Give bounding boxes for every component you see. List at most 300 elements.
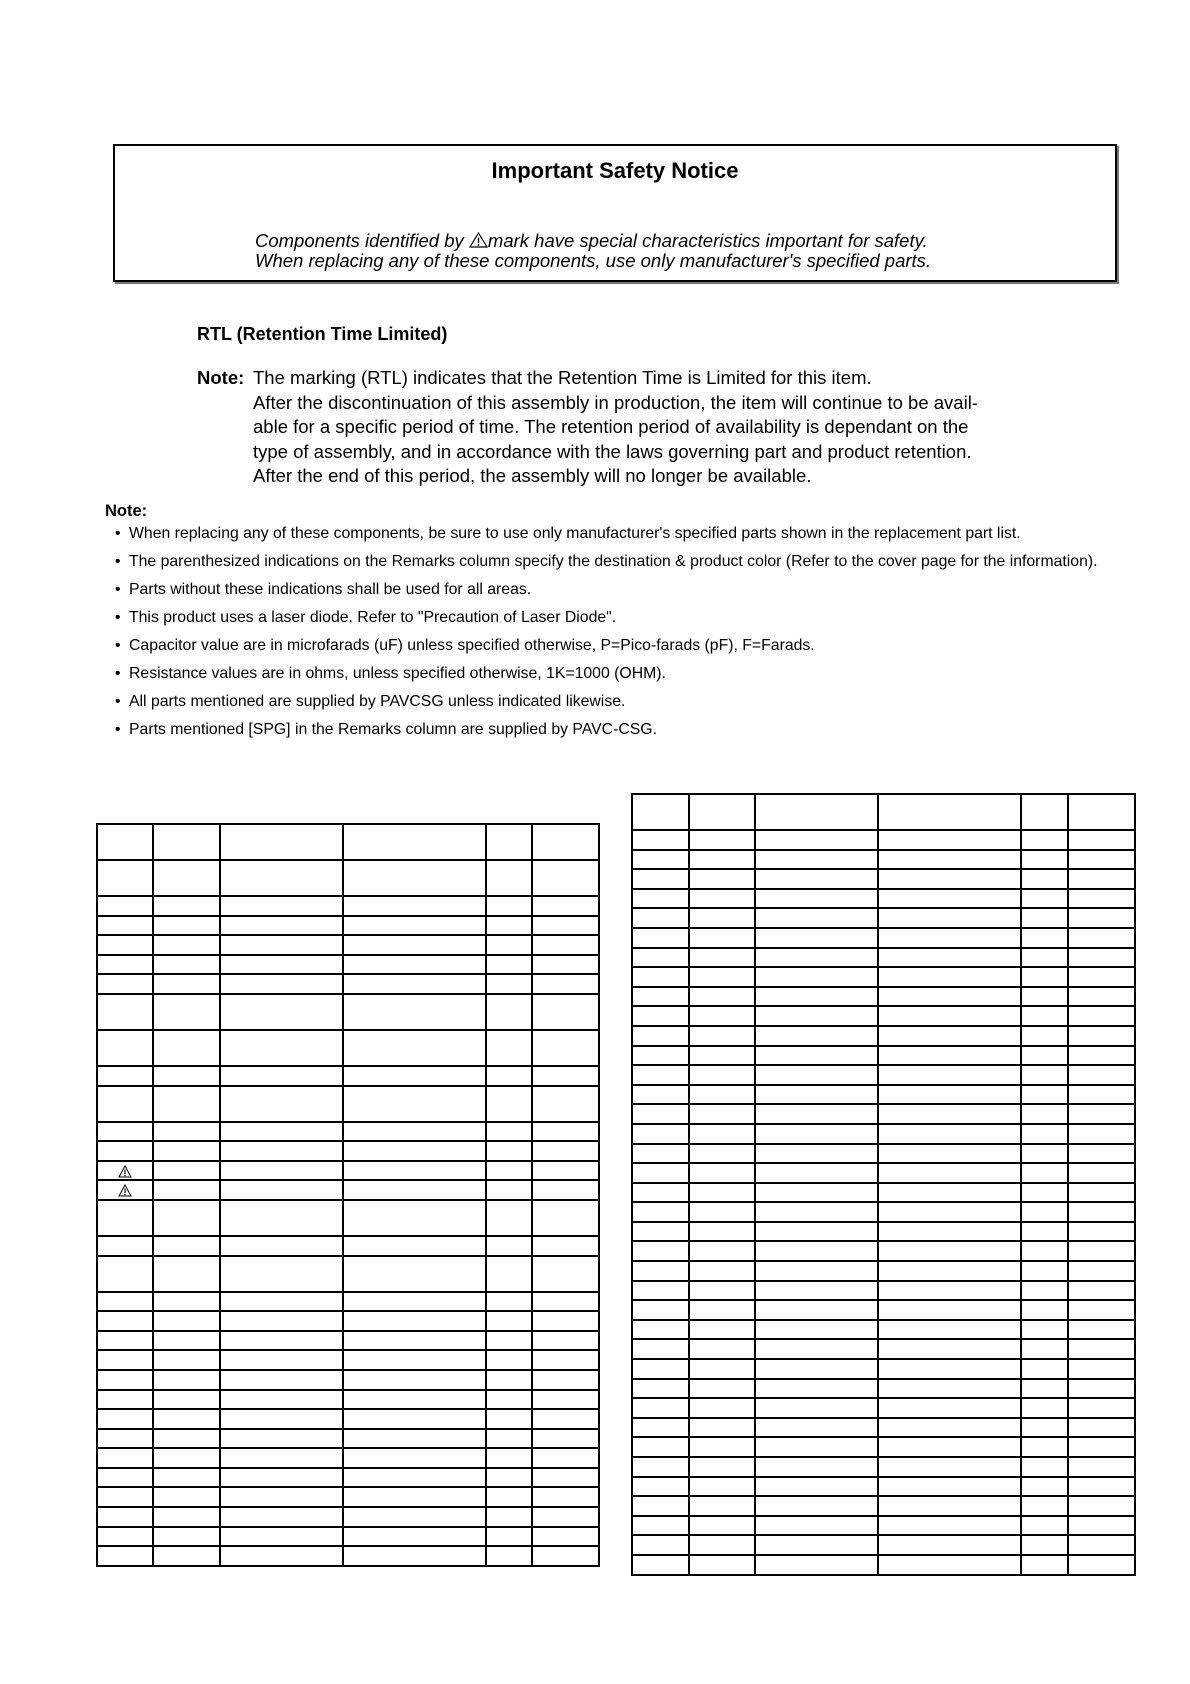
table-cell (486, 1311, 532, 1331)
table-cell (632, 1535, 689, 1555)
table-cell (878, 1006, 1021, 1026)
table-cell (97, 1292, 153, 1312)
table-cell (755, 908, 878, 928)
table-cell (97, 1370, 153, 1390)
notes-section (105, 502, 1135, 748)
table-row (632, 1144, 1135, 1164)
table-cell (755, 1339, 878, 1359)
table-cell (220, 1429, 343, 1449)
table-cell (343, 974, 486, 994)
table-cell (532, 1468, 599, 1488)
table-cell (1021, 1065, 1068, 1085)
table-cell (1068, 1085, 1135, 1105)
note-item: • When replacing any of these components, be sure to use only manufacturer's specified parts shown in the replacement part list. (105, 524, 1135, 545)
table-cell (532, 1122, 599, 1142)
table-cell (343, 1180, 486, 1200)
table-cell (1021, 1359, 1068, 1379)
table-cell (486, 1066, 532, 1086)
note-item: • Resistance values are in ohms, unless specified otherwise, 1K=1000 (OHM). (105, 664, 1135, 685)
table-cell (632, 830, 689, 850)
table-cell (97, 1122, 153, 1142)
table-cell (1021, 948, 1068, 968)
table-cell (97, 1161, 153, 1181)
rtl-note-line: able for a specific period of time. The retention period of availability is dependant on the (253, 416, 969, 437)
table-cell (755, 869, 878, 889)
table-cell (878, 948, 1021, 968)
table-cell (153, 1161, 220, 1181)
table-row (97, 1180, 599, 1200)
table-row (632, 1535, 1135, 1555)
table-cell (532, 1370, 599, 1390)
table-cell (343, 1429, 486, 1449)
table-cell (878, 1124, 1021, 1144)
table-cell (486, 1429, 532, 1449)
table-cell (632, 1104, 689, 1124)
table-cell (1068, 1555, 1135, 1575)
table-cell (878, 1202, 1021, 1222)
table-row (632, 1379, 1135, 1399)
table-cell (153, 1180, 220, 1200)
note-item: • Capacitor value are in microfarads (uF) unless specified otherwise, P=Pico-farads (pF), F=Farads. (105, 636, 1135, 657)
table-row (97, 1507, 599, 1527)
table-cell (486, 994, 532, 1030)
table-cell (532, 1390, 599, 1410)
table-cell (689, 1535, 755, 1555)
table-cell (632, 869, 689, 889)
table-cell (220, 1546, 343, 1566)
table-cell (486, 896, 532, 916)
table-cell (97, 1468, 153, 1488)
table-cell (632, 1281, 689, 1301)
table-cell (1068, 1457, 1135, 1477)
table-cell (532, 1448, 599, 1468)
table-cell (1021, 1516, 1068, 1536)
table-row (632, 1437, 1135, 1457)
table-cell (486, 1527, 532, 1547)
table-cell (532, 1180, 599, 1200)
table-cell (632, 1183, 689, 1203)
table-cell (343, 860, 486, 896)
table-cell (689, 908, 755, 928)
table-cell (755, 1516, 878, 1536)
table-cell (1021, 889, 1068, 909)
table-cell (689, 928, 755, 948)
table-cell (689, 1379, 755, 1399)
table-cell (343, 1161, 486, 1181)
table-cell (632, 1477, 689, 1497)
table-cell (220, 1311, 343, 1331)
table-cell (220, 1180, 343, 1200)
table-cell (220, 1390, 343, 1410)
table-cell (632, 1241, 689, 1261)
table-cell (486, 1236, 532, 1256)
table-cell (1021, 794, 1068, 830)
table-cell (755, 1281, 878, 1301)
table-cell (1021, 850, 1068, 870)
table-cell (632, 1516, 689, 1536)
table-cell (1021, 1555, 1068, 1575)
table-cell (1068, 1261, 1135, 1281)
table-cell (755, 1104, 878, 1124)
table-cell (97, 916, 153, 936)
table-row (97, 1311, 599, 1331)
table-cell (878, 1261, 1021, 1281)
table-cell (632, 1555, 689, 1575)
table-cell (689, 1006, 755, 1026)
table-row (97, 1331, 599, 1351)
table-row (632, 1555, 1135, 1575)
table-cell (878, 1104, 1021, 1124)
table-row (632, 1320, 1135, 1340)
table-row (97, 1256, 599, 1292)
table-cell (689, 850, 755, 870)
rtl-note-line: type of assembly, and in accordance with the laws governing part and product retention. (253, 440, 972, 462)
table-row (97, 860, 599, 896)
table-cell (486, 1390, 532, 1410)
table-cell (689, 1026, 755, 1046)
table-cell (1021, 1183, 1068, 1203)
table-cell (220, 1350, 343, 1370)
table-cell (689, 1496, 755, 1516)
table-cell (755, 1477, 878, 1497)
table-cell (153, 955, 220, 975)
parts-table-right (631, 793, 1136, 1576)
table-cell (1068, 1241, 1135, 1261)
table-row (632, 1418, 1135, 1438)
table-cell (689, 1183, 755, 1203)
table-cell (1021, 1124, 1068, 1144)
table-cell (486, 1468, 532, 1488)
warning-triangle-icon (118, 1163, 132, 1177)
table-cell (220, 1507, 343, 1527)
table-cell (97, 1200, 153, 1236)
table-cell (1068, 1046, 1135, 1066)
table-cell (220, 1256, 343, 1292)
table-cell (532, 1066, 599, 1086)
table-cell (220, 955, 343, 975)
table-cell (97, 1086, 153, 1122)
table-cell (532, 1546, 599, 1566)
table-cell (755, 1359, 878, 1379)
table-cell (343, 1331, 486, 1351)
table-cell (632, 1124, 689, 1144)
table-cell (689, 967, 755, 987)
table-cell (486, 1546, 532, 1566)
table-cell (343, 1468, 486, 1488)
table-cell (220, 1122, 343, 1142)
table-cell (97, 1448, 153, 1468)
table-row (97, 955, 599, 975)
table-row (97, 994, 599, 1030)
table-cell (486, 1370, 532, 1390)
table-row (632, 1281, 1135, 1301)
table-cell (878, 1281, 1021, 1301)
table-cell (1021, 1144, 1068, 1164)
table-cell (689, 794, 755, 830)
table-cell (343, 1448, 486, 1468)
table-cell (689, 1104, 755, 1124)
table-cell (153, 1546, 220, 1566)
table-cell (532, 896, 599, 916)
table-cell (153, 860, 220, 896)
table-cell (632, 1418, 689, 1438)
table-row (632, 948, 1135, 968)
table-cell (1021, 928, 1068, 948)
table-cell (220, 1409, 343, 1429)
table-cell (632, 1398, 689, 1418)
safety-notice-title: Important Safety Notice (491, 158, 739, 183)
table-cell (220, 1200, 343, 1236)
table-cell (220, 1086, 343, 1122)
table-cell (1021, 1241, 1068, 1261)
table-cell (878, 1339, 1021, 1359)
table-cell (632, 1026, 689, 1046)
table-cell (755, 1555, 878, 1575)
note-item: • Parts mentioned [SPG] in the Remarks column are supplied by PAVC-CSG. (105, 720, 1135, 741)
table-cell (153, 1448, 220, 1468)
table-cell (878, 1241, 1021, 1261)
table-cell (343, 1507, 486, 1527)
table-cell (1068, 1339, 1135, 1359)
table-row (632, 1300, 1135, 1320)
table-cell (532, 1311, 599, 1331)
table-cell (220, 1448, 343, 1468)
table-row (632, 1398, 1135, 1418)
table-row (632, 1163, 1135, 1183)
table-cell (878, 1496, 1021, 1516)
table-cell (632, 1437, 689, 1457)
table-cell (1068, 889, 1135, 909)
table-cell (689, 948, 755, 968)
table-cell (755, 1300, 878, 1320)
rtl-note (197, 366, 978, 489)
table-cell (689, 1339, 755, 1359)
table-cell (689, 1241, 755, 1261)
table-cell (878, 928, 1021, 948)
table-cell (97, 860, 153, 896)
table-row (632, 889, 1135, 909)
table-cell (486, 1180, 532, 1200)
table-cell (153, 1141, 220, 1161)
table-cell (343, 1141, 486, 1161)
table-cell (1021, 1398, 1068, 1418)
table-cell (486, 1292, 532, 1312)
table-cell (878, 1320, 1021, 1340)
table-cell (878, 1359, 1021, 1379)
table-cell (689, 1477, 755, 1497)
table-cell (1068, 1437, 1135, 1457)
table-cell (755, 1457, 878, 1477)
table-cell (343, 1311, 486, 1331)
table-row (97, 916, 599, 936)
note-item: • This product uses a laser diode. Refer to "Precaution of Laser Diode". (105, 608, 1135, 629)
table-cell (755, 1026, 878, 1046)
table-cell (878, 889, 1021, 909)
table-cell (689, 1281, 755, 1301)
parts-table-left (96, 823, 600, 1567)
table-row (97, 1448, 599, 1468)
table-row (632, 1104, 1135, 1124)
table-cell (97, 994, 153, 1030)
table-cell (689, 1065, 755, 1085)
table-cell (153, 1311, 220, 1331)
table-cell (755, 1065, 878, 1085)
table-row (97, 1370, 599, 1390)
table-cell (343, 955, 486, 975)
table-cell (153, 916, 220, 936)
table-cell (1068, 1183, 1135, 1203)
table-cell (755, 1124, 878, 1144)
table-cell (878, 1046, 1021, 1066)
table-cell (689, 1516, 755, 1536)
table-cell (1068, 1006, 1135, 1026)
table-cell (220, 1370, 343, 1390)
table-row (97, 1527, 599, 1547)
table-cell (153, 974, 220, 994)
table-cell (632, 1457, 689, 1477)
safety-notice-box (113, 144, 1117, 282)
table-cell (878, 1065, 1021, 1085)
table-cell (97, 1331, 153, 1351)
table-cell (486, 1122, 532, 1142)
table-cell (486, 1200, 532, 1236)
table-cell (486, 824, 532, 860)
table-cell (1068, 1359, 1135, 1379)
table-cell (153, 1066, 220, 1086)
table-row (632, 850, 1135, 870)
table-row (97, 1161, 599, 1181)
table-row (632, 908, 1135, 928)
table-cell (153, 1507, 220, 1527)
table-cell (878, 1183, 1021, 1203)
table-cell (878, 967, 1021, 987)
table-cell (343, 1200, 486, 1236)
table-cell (632, 928, 689, 948)
table-cell (1021, 1006, 1068, 1026)
table-cell (220, 1292, 343, 1312)
table-cell (343, 1066, 486, 1086)
table-cell (486, 1161, 532, 1181)
table-cell (153, 1527, 220, 1547)
table-cell (755, 1085, 878, 1105)
table-cell (153, 1409, 220, 1429)
table-cell (97, 1390, 153, 1410)
table-cell (1068, 869, 1135, 889)
table-cell (532, 1141, 599, 1161)
table-cell (689, 1046, 755, 1066)
table-cell (1068, 794, 1135, 830)
table-cell (97, 1527, 153, 1547)
table-cell (532, 1161, 599, 1181)
table-cell (1021, 1163, 1068, 1183)
table-cell (632, 908, 689, 928)
table-cell (343, 1546, 486, 1566)
table-cell (97, 1546, 153, 1566)
table-cell (878, 1477, 1021, 1497)
table-cell (153, 1370, 220, 1390)
table-cell (220, 935, 343, 955)
table-cell (632, 1202, 689, 1222)
table-row (632, 1359, 1135, 1379)
note-item: • All parts mentioned are supplied by PAVCSG unless indicated likewise. (105, 692, 1135, 713)
table-cell (689, 1300, 755, 1320)
table-row (632, 1477, 1135, 1497)
table-cell (689, 1163, 755, 1183)
table-cell (632, 850, 689, 870)
table-cell (1021, 1026, 1068, 1046)
table-cell (220, 1331, 343, 1351)
table-cell (532, 974, 599, 994)
rtl-note-line: After the discontinuation of this assembly in production, the item will continue to be avail- (253, 391, 978, 413)
table-cell (97, 1429, 153, 1449)
table-cell (878, 1535, 1021, 1555)
table-cell (486, 1507, 532, 1527)
table-cell (97, 1030, 153, 1066)
table-cell (689, 869, 755, 889)
table-cell (755, 1202, 878, 1222)
table-cell (1021, 1222, 1068, 1242)
table-cell (220, 896, 343, 916)
table-row (632, 1006, 1135, 1026)
table-cell (689, 1202, 755, 1222)
table-row (632, 1026, 1135, 1046)
table-cell (1068, 1026, 1135, 1046)
table-cell (878, 1222, 1021, 1242)
table-row (97, 1292, 599, 1312)
table-cell (153, 1487, 220, 1507)
table-cell (1068, 1379, 1135, 1399)
table-cell (486, 1256, 532, 1292)
table-cell (532, 1527, 599, 1547)
table-cell (1021, 967, 1068, 987)
notes-heading: Note: (105, 502, 148, 520)
table-row (97, 1409, 599, 1429)
table-cell (878, 1085, 1021, 1105)
table-cell (486, 955, 532, 975)
table-cell (632, 1163, 689, 1183)
table-cell (532, 1409, 599, 1429)
table-cell (689, 1555, 755, 1575)
table-cell (153, 994, 220, 1030)
table-cell (220, 860, 343, 896)
table-cell (343, 896, 486, 916)
table-cell (755, 967, 878, 987)
table-cell (343, 1086, 486, 1122)
table-cell (97, 1066, 153, 1086)
table-cell (1021, 1320, 1068, 1340)
table-cell (97, 1311, 153, 1331)
table-cell (632, 1300, 689, 1320)
table-cell (1068, 1320, 1135, 1340)
table-cell (878, 830, 1021, 850)
table-cell (755, 1144, 878, 1164)
table-cell (532, 916, 599, 936)
table-cell (343, 1527, 486, 1547)
table-cell (1021, 1046, 1068, 1066)
table-cell (220, 1468, 343, 1488)
table-cell (153, 1350, 220, 1370)
table-cell (755, 1183, 878, 1203)
table-cell (1021, 1496, 1068, 1516)
table-cell (632, 1496, 689, 1516)
table-row (97, 824, 599, 860)
table-cell (343, 916, 486, 936)
table-cell (878, 794, 1021, 830)
table-cell (755, 1222, 878, 1242)
table-cell (486, 1141, 532, 1161)
table-cell (689, 1457, 755, 1477)
table-cell (532, 1487, 599, 1507)
